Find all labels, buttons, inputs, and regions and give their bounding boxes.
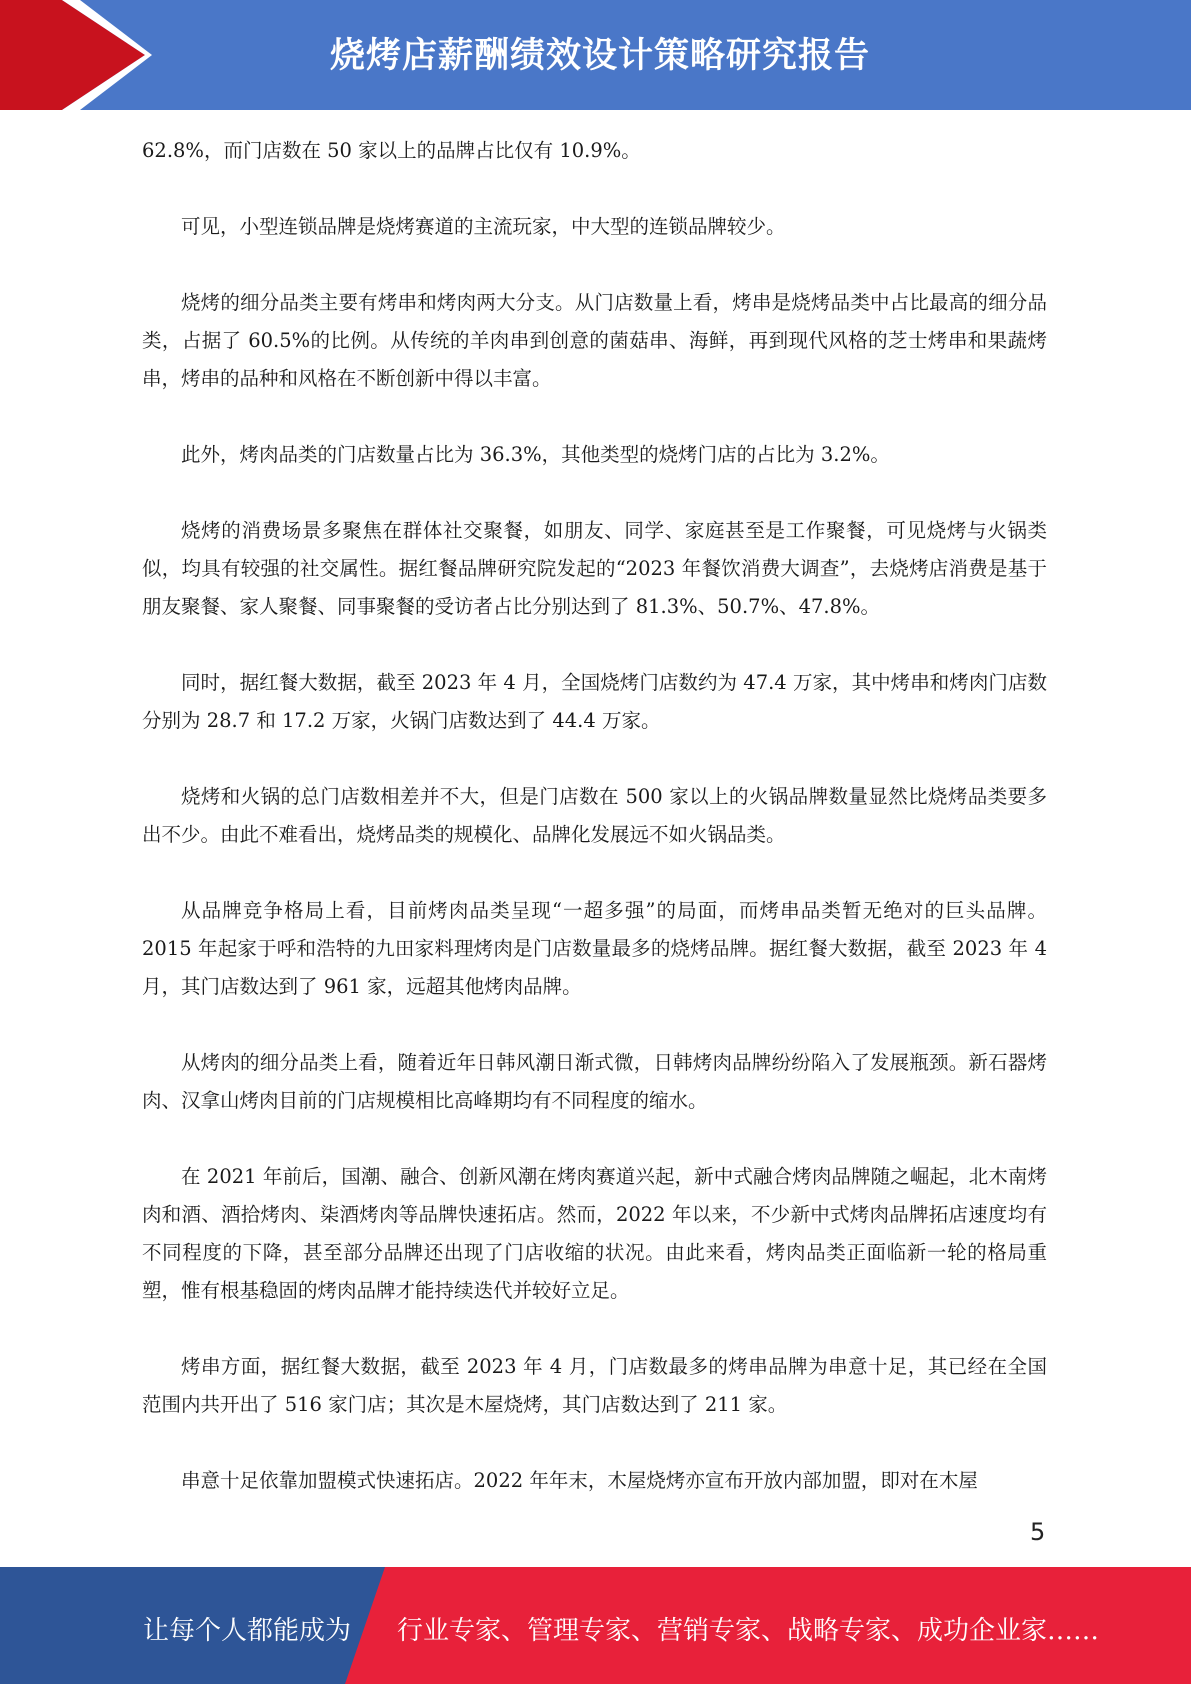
paragraph: 烧烤和火锅的总门店数相差并不大，但是门店数在 500 家以上的火锅品牌数量显然比烧烤品类要多出不少。由此不难看出，烧烤品类的规模化、品牌化发展远不如火锅品类。 — [142, 785, 1047, 846]
paragraph: 烤串方面，据红餐大数据，截至 2023 年 4 月，门店数最多的烤串品牌为串意十足，其已经在全国范围内共开出了 516 家门店；其次是木屋烧烤，其门店数达到了 211 家。 — [142, 1355, 1047, 1416]
paragraph: 可见，小型连锁品牌是烧烤赛道的主流玩家，中大型的连锁品牌较少。 — [181, 215, 786, 238]
paragraph: 62.8%，而门店数在 50 家以上的品牌占比仅有 10.9%。 — [142, 139, 641, 162]
footer-slogan-left: 让每个人都能成为 — [143, 1616, 352, 1646]
paragraph: 从烤肉的细分品类上看，随着近年日韩风潮日渐式微，日韩烤肉品牌纷纷陷入了发展瓶颈。新石器烤肉、汉拿山烤肉目前的门店规模相比高峰期均有不同程度的缩水。 — [142, 1051, 1047, 1112]
paragraph: 同时，据红餐大数据，截至 2023 年 4 月，全国烧烤门店数约为 47.4 万家，其中烤串和烤肉门店数分别为 28.7 和 17.2 万家，火锅门店数达到了 44.4 万家。 — [142, 671, 1047, 732]
page-footer — [0, 1567, 1191, 1684]
page-number: 5 — [1030, 1518, 1046, 1546]
paragraph: 在 2021 年前后，国潮、融合、创新风潮在烤肉赛道兴起，新中式融合烤肉品牌随之崛起，北木南烤肉和酒、酒拾烤肉、柒酒烤肉等品牌快速拓店。然而，2022 年以来，不少新中式烤肉品牌拓店速度均有不同程度的下降，甚至部分品牌还出现了门店收缩的状况。由此来看，烤肉品类正面临新一轮的格局重塑，惟有根基稳固的烤肉品牌才能持续迭代并较好立足。 — [142, 1165, 1047, 1302]
paragraph: 烧烤的消费场景多聚焦在群体社交聚餐，如朋友、同学、家庭甚至是工作聚餐，可见烧烤与火锅类似，均具有较强的社交属性。据红餐品牌研究院发起的“2023 年餐饮消费大调查”，去烧烤店消费是基于朋友聚餐、家人聚餐、同事聚餐的受访者占比分别达到了 81.3%、50.7%、47.8%。 — [142, 519, 1047, 618]
footer-slogan-right: 行业专家、管理专家、营销专家、战略专家、成功企业家…… — [397, 1616, 1100, 1646]
paragraph: 此外，烤肉品类的门店数量占比为 36.3%，其他类型的烧烤门店的占比为 3.2%。 — [181, 443, 890, 466]
paragraph: 串意十足依靠加盟模式快速拓店。2022 年年末，木屋烧烤亦宣布开放内部加盟，即对在木屋 — [181, 1469, 978, 1492]
document-body — [142, 132, 1047, 1538]
paragraph: 烧烤的细分品类主要有烤串和烤肉两大分支。从门店数量上看，烤串是烧烤品类中占比最高的细分品类，占据了 60.5%的比例。从传统的羊肉串到创意的菌菇串、海鲜，再到现代风格的芝士烤串和果蔬烤串，烤串的品种和风格在不断创新中得以丰富。 — [142, 291, 1047, 390]
paragraph: 从品牌竞争格局上看，目前烤肉品类呈现“一超多强”的局面，而烤串品类暂无绝对的巨头品牌。2015 年起家于呼和浩特的九田家料理烤肉是门店数量最多的烧烤品牌。据红餐大数据，截至 2023 年 4 月，其门店数达到了 961 家，远超其他烤肉品牌。 — [142, 899, 1047, 998]
document-title: 烧烤店薪酬绩效设计策略研究报告 — [330, 36, 871, 76]
page-header — [0, 0, 1191, 110]
